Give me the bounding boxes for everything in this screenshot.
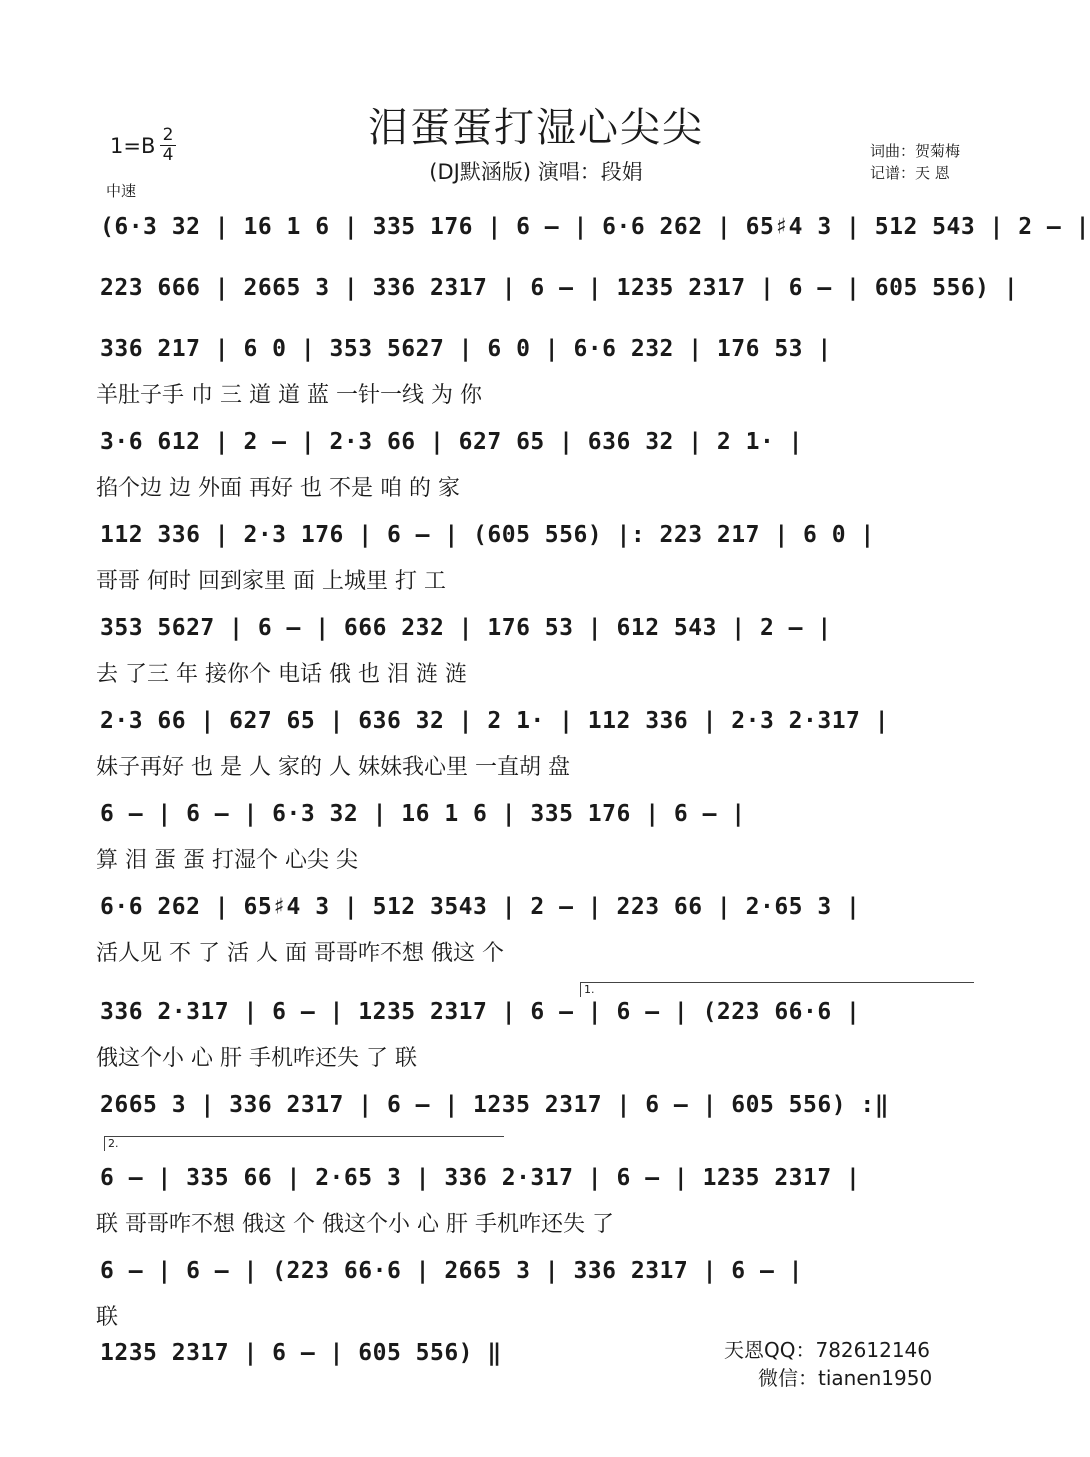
lyric-line-7: 妹子再好 也 是 人 家的 人 妹妹我心里 一直胡 盘 xyxy=(96,755,570,780)
time-signature-top: 2 xyxy=(162,125,174,145)
lyricist-composer: 词曲：贺菊梅 xyxy=(870,142,961,160)
music-line-7: 2·3 66 | 627 65 | 636 32 | 2 1· | 112 336 | 2·3 2·317 | xyxy=(100,708,890,734)
music-line-5: 112 336 | 2·3 176 | 6 – | (605 556) |: 223 217 | 6 0 | xyxy=(100,522,875,548)
lyric-line-4: 掐个边 边 外面 再好 也 不是 咱 的 家 xyxy=(96,476,460,501)
lyric-line-9: 活人见 不 了 活 人 面 哥哥咋不想 俄这 个 xyxy=(96,941,504,966)
notation-credit: 记谱：天 恩 xyxy=(870,164,950,182)
time-signature-bottom: 4 xyxy=(160,145,176,165)
lyric-line-6: 去 了三 年 接你个 电话 俄 也 泪 涟 涟 xyxy=(96,662,467,687)
music-line-14: 1235 2317 | 6 – | 605 556) ‖ xyxy=(100,1340,502,1366)
music-line-6: 353 5627 | 6 – | 666 232 | 176 53 | 612 543 | 2 – | xyxy=(100,615,832,641)
contact-qq: 天恩QQ：782612146 xyxy=(724,1338,931,1362)
lyric-line-8: 算 泪 蛋 蛋 打湿个 心尖 尖 xyxy=(96,848,358,873)
lyric-line-10: 俄这个小 心 肝 手机咋还失 了 联 xyxy=(96,1046,417,1071)
music-line-13: 6 – | 6 – | (223 66·6 | 2665 3 | 336 2317 | 6 – | xyxy=(100,1258,804,1284)
volta-bracket-1: 1. xyxy=(580,982,974,997)
contact-wechat: 微信：tianen1950 xyxy=(758,1366,933,1390)
lyric-line-12: 联 哥哥咋不想 俄这 个 俄这个小 心 肝 手机咋还失 了 xyxy=(96,1212,614,1237)
key-signature: 1=B xyxy=(110,134,156,158)
lyric-line-5: 哥哥 何时 回到家里 面 上城里 打 工 xyxy=(96,569,446,594)
lyric-line-13: 联 xyxy=(96,1305,119,1330)
music-line-11: 2665 3 | 336 2317 | 6 – | 1235 2317 | 6 – | 605 556) :‖ xyxy=(100,1092,890,1118)
page-title: 泪蛋蛋打湿心尖尖 xyxy=(368,105,704,151)
music-line-4: 3·6 612 | 2 – | 2·3 66 | 627 65 | 636 32 | 2 1· | xyxy=(100,429,804,455)
lyric-line-3: 羊肚子手 巾 三 道 道 蓝 一针一线 为 你 xyxy=(96,383,482,408)
tempo-marking: 中速 xyxy=(106,182,137,200)
music-line-1: (6·3 32 | 16 1 6 | 335 176 | 6 – | 6·6 262 | 65♯4 3 | 512 543 | 2 – | xyxy=(100,214,1090,240)
subtitle: (DJ默涵版) 演唱：段娟 xyxy=(429,160,643,184)
music-line-12: 6 – | 335 66 | 2·65 3 | 336 2·317 | 6 – | 1235 2317 | xyxy=(100,1165,861,1191)
music-line-8: 6 – | 6 – | 6·3 32 | 16 1 6 | 335 176 | 6 – | xyxy=(100,801,746,827)
music-line-9: 6·6 262 | 65♯4 3 | 512 3543 | 2 – | 223 66 | 2·65 3 | xyxy=(100,894,861,920)
music-line-10: 336 2·317 | 6 – | 1235 2317 | 6 – | 6 – | (223 66·6 | xyxy=(100,999,861,1025)
music-line-2: 223 666 | 2665 3 | 336 2317 | 6 – | 1235 2317 | 6 – | 605 556) | xyxy=(100,275,1019,301)
volta-bracket-2: 2. xyxy=(104,1136,504,1151)
music-line-3: 336 217 | 6 0 | 353 5627 | 6 0 | 6·6 232 | 176 53 | xyxy=(100,336,832,362)
time-signature xyxy=(160,126,176,165)
